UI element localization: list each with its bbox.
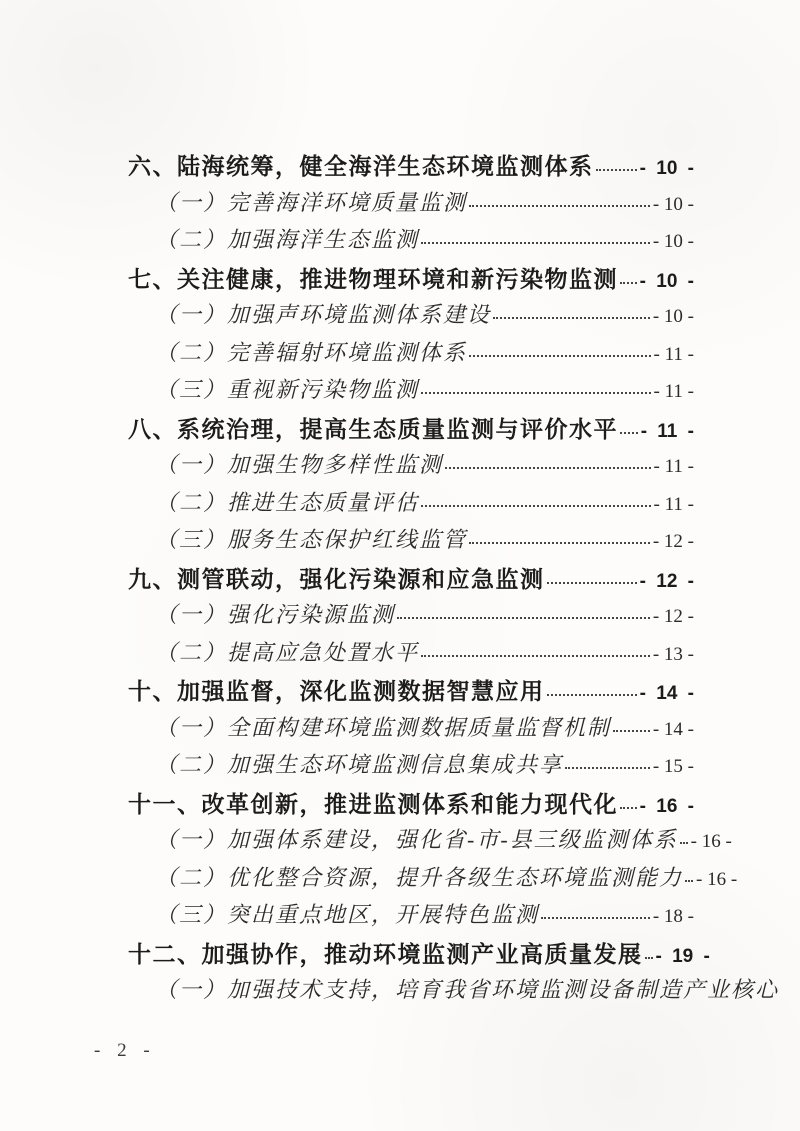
toc-entry[interactable] <box>128 973 780 1011</box>
toc-entry-page: - 18 - <box>652 906 694 927</box>
toc-entry-page: - 14 - <box>652 718 694 740</box>
toc-entry-label: （一）全面构建环境监测数据质量监督机制 <box>155 714 612 740</box>
toc-entry[interactable] <box>128 148 694 186</box>
toc-entry-label: （三）重视新污染物监测 <box>155 377 420 402</box>
toc-entry[interactable] <box>128 448 694 486</box>
toc-entry[interactable] <box>128 786 694 824</box>
dot-leader <box>493 317 650 319</box>
toc-entry-label: 十、加强监督，深化监测数据智慧应用 <box>128 678 545 704</box>
toc-entry-label: （三）突出重点地区，开展特色监测 <box>155 902 540 927</box>
toc-entry-page: - 16 - <box>696 868 738 890</box>
toc-entry[interactable] <box>128 561 694 599</box>
toc-entry-page: - 12 - <box>652 606 694 627</box>
toc-entry-page: - 10 - <box>652 231 694 252</box>
toc-entry[interactable] <box>128 261 694 299</box>
dot-leader <box>541 917 650 919</box>
toc-entry-label: （二）加强生态环境监测信息集成共享 <box>155 752 564 777</box>
toc-entry-page: - 13 - <box>652 643 694 665</box>
toc-entry-label: （一）加强体系建设，强化省-市-县三级监测体系 <box>155 827 678 852</box>
dot-leader <box>645 957 653 959</box>
toc-entry-page: - 15 - <box>652 756 694 777</box>
dot-leader <box>469 205 650 207</box>
toc-entry[interactable] <box>128 823 732 861</box>
dot-leader <box>421 392 651 394</box>
toc-list <box>128 148 780 1011</box>
dot-leader <box>421 655 650 657</box>
toc-entry-label: （一）加强技术支持，培育我省环境监测设备制造产业核心 <box>155 977 780 1002</box>
toc-entry[interactable] <box>128 861 738 899</box>
toc-entry[interactable] <box>128 936 710 974</box>
toc-entry-page: - 10 - <box>639 270 694 292</box>
toc-entry-page: - 12 - <box>639 570 694 592</box>
toc-entry-page: - 12 - <box>652 531 694 552</box>
toc-entry-label: （一）加强生物多样性监测 <box>155 452 444 477</box>
page-footer-number: - 2 - <box>94 1040 153 1061</box>
toc-entry-label: （二）优化整合资源，提升各级生态环境监测能力 <box>155 864 684 890</box>
toc-entry[interactable] <box>128 186 694 224</box>
toc-entry-label: （二）加强海洋生态监测 <box>155 227 420 252</box>
dot-leader <box>469 355 651 357</box>
toc-entry-label: （三）服务生态保护红线监管 <box>155 527 468 552</box>
toc-entry[interactable] <box>128 748 694 786</box>
dot-leader <box>565 767 650 769</box>
toc-entry-page: - 14 - <box>639 683 694 704</box>
toc-entry-label: （二）提高应急处置水平 <box>155 639 420 665</box>
toc-entry-label: 八、系统治理，提高生态质量监测与评价水平 <box>128 415 618 442</box>
dot-leader <box>596 169 637 171</box>
toc-entry-label: （二）推进生态质量评估 <box>155 489 420 515</box>
toc-entry-label: （一）强化污染源监测 <box>155 602 396 627</box>
toc-entry-page: - 11 - <box>653 493 694 515</box>
toc-entry-page: - 11 - <box>653 381 694 402</box>
toc-entry-page: - 19 - <box>655 945 710 967</box>
dot-leader <box>620 282 637 284</box>
dot-leader <box>620 807 637 809</box>
toc-entry[interactable] <box>128 598 694 636</box>
toc-entry-label: 十一、改革创新，推进监测体系和能力现代化 <box>128 790 618 817</box>
toc-entry[interactable] <box>128 373 694 411</box>
dot-leader <box>613 730 650 732</box>
toc-entry-page: - 11 - <box>640 420 694 442</box>
dot-leader <box>680 842 688 844</box>
toc-entry[interactable] <box>128 673 694 711</box>
toc-entry-label: （一）加强声环境监测体系建设 <box>155 302 492 327</box>
toc-entry[interactable] <box>128 298 694 336</box>
toc-entry[interactable] <box>128 711 694 749</box>
toc-entry-page: - 10 - <box>652 306 694 327</box>
dot-leader <box>421 242 650 244</box>
dot-leader <box>685 880 693 882</box>
toc-entry-page: - 10 - <box>639 158 694 179</box>
toc-entry[interactable] <box>128 636 694 674</box>
dot-leader <box>445 467 651 469</box>
toc-entry[interactable] <box>128 898 694 936</box>
dot-leader <box>469 542 650 544</box>
dot-leader <box>421 505 651 507</box>
toc-entry-label: （一）完善海洋环境质量监测 <box>155 189 468 215</box>
toc-entry[interactable] <box>128 523 694 561</box>
dot-leader <box>620 432 638 434</box>
toc-entry-label: 九、测管联动，强化污染源和应急监测 <box>128 565 545 592</box>
toc-entry-page: - 16 - <box>639 795 694 817</box>
dot-leader <box>547 582 637 584</box>
toc-entry-page: - 10 - <box>652 193 694 215</box>
toc-entry[interactable] <box>128 223 694 261</box>
toc-entry-label: 六、陆海统筹，健全海洋生态环境监测体系 <box>128 153 594 179</box>
toc-entry-label: （二）完善辐射环境监测体系 <box>155 339 468 365</box>
toc-entry[interactable] <box>128 486 694 524</box>
toc-entry-label: 七、关注健康，推进物理环境和新污染物监测 <box>128 265 618 292</box>
toc-entry-page: - 11 - <box>653 343 694 365</box>
toc-entry-page: - 11 - <box>653 456 694 477</box>
toc-entry[interactable] <box>128 411 694 449</box>
dot-leader <box>397 617 650 619</box>
toc-entry-page: - 16 - <box>690 831 732 852</box>
dot-leader <box>547 694 637 696</box>
toc-entry[interactable] <box>128 336 694 374</box>
toc-entry-label: 十二、加强协作，推动环境监测产业高质量发展 <box>128 940 643 967</box>
